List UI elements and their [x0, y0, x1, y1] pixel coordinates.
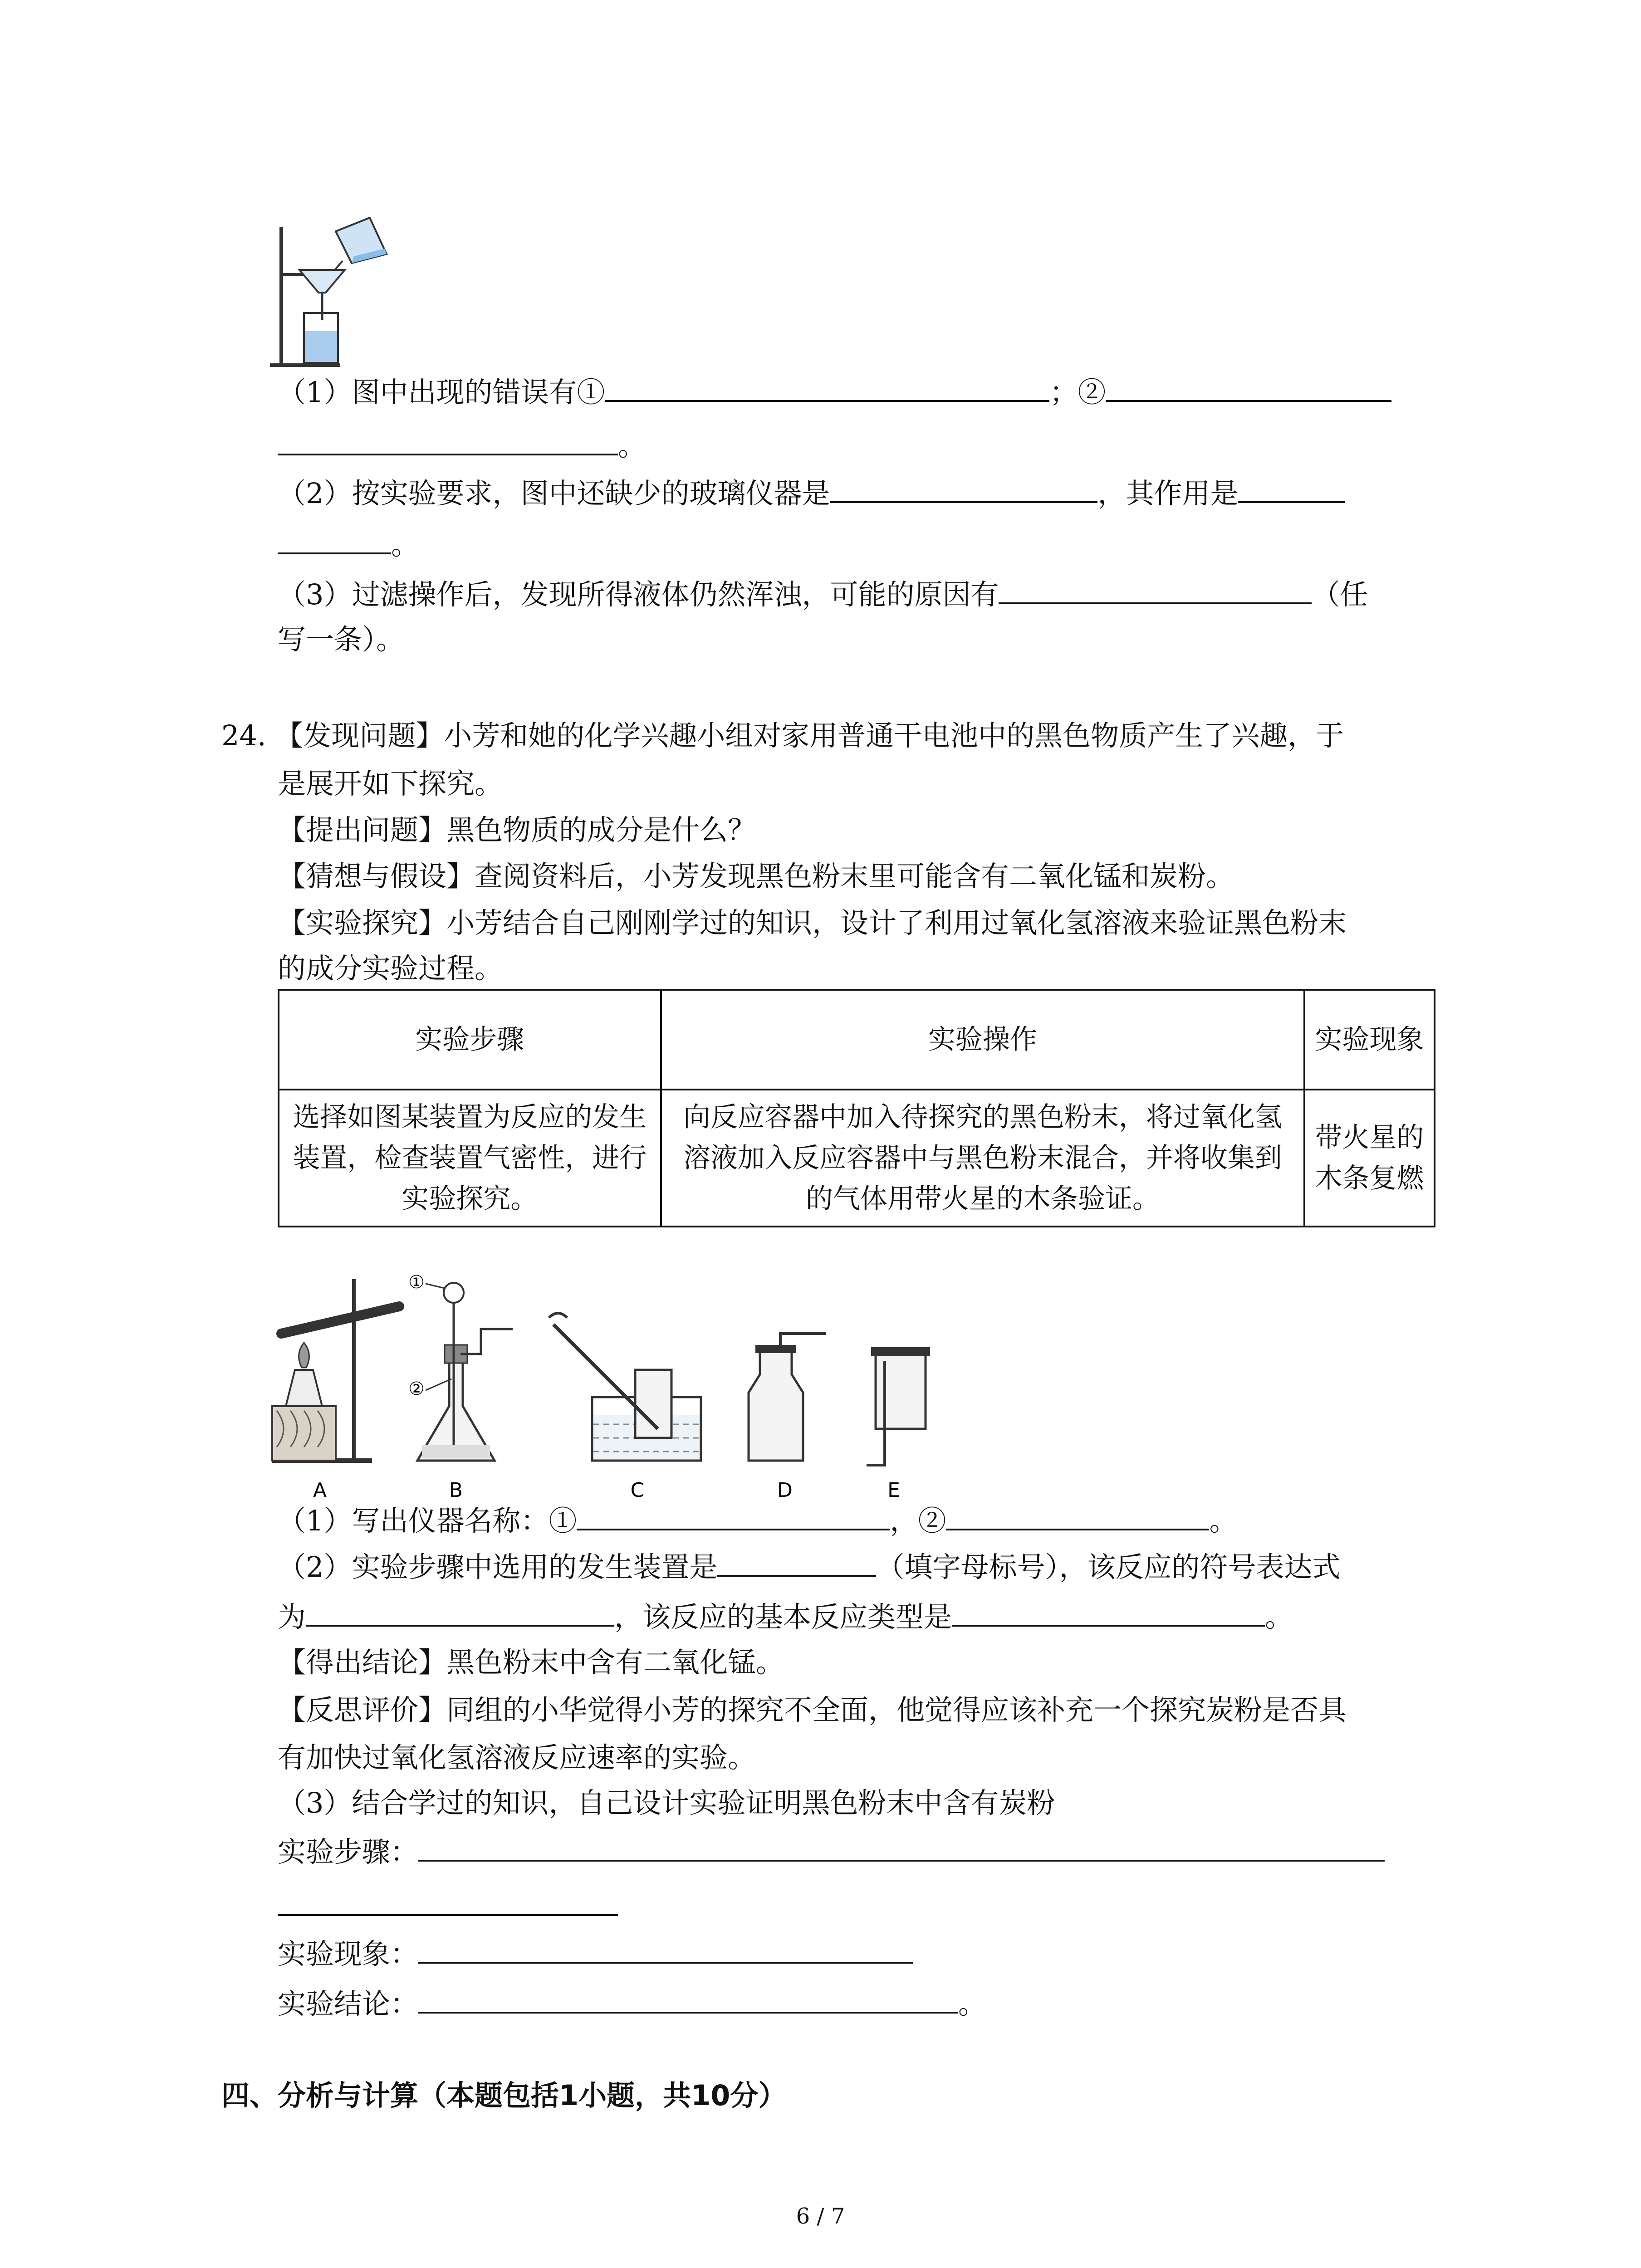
q24-1-blank-2[interactable]: [946, 1497, 1209, 1530]
q23-2-text: （2）按实验要求，图中还缺少的玻璃仪器是: [278, 477, 830, 510]
q23-1-end: 。: [618, 429, 647, 462]
q23-2-blank-2-continued[interactable]: [278, 521, 391, 554]
apparatus-label-c: C: [630, 1479, 645, 1502]
step-blank[interactable]: [418, 1828, 1385, 1862]
apparatus-label-d: D: [777, 1479, 793, 1502]
q24-1-end: 。: [1209, 1504, 1238, 1537]
q24-explore-line2: 的成分实验过程。: [278, 952, 503, 985]
q24-1-text: （1）写出仪器名称：①: [278, 1504, 577, 1537]
page-number: 6 / 7: [796, 2204, 845, 2229]
q23-3-tail: （任: [1312, 578, 1368, 611]
q23-3-blank[interactable]: [999, 571, 1312, 604]
q23-2-end: 。: [391, 528, 420, 561]
q24-3-text: （3）结合学过的知识，自己设计实验证明黑色粉末中含有炭粉: [278, 1786, 1055, 1819]
header-step: 实验步骤: [279, 990, 661, 1090]
apparatus-e: [867, 1347, 930, 1465]
q24-conclusion: 【得出结论】黑色粉末中含有二氧化锰。: [278, 1646, 784, 1679]
q24-intro-line2: 是展开如下探究。: [278, 767, 503, 800]
q23-1-blank-1[interactable]: [605, 368, 1049, 402]
q24-2-text: （2）实验步骤中选用的发生装置是: [278, 1550, 718, 1584]
q24-explore-line1: 【实验探究】小芳结合自己刚刚学过的知识，设计了利用过氧化氢溶液来验证黑色粉末: [278, 906, 1347, 939]
apparatus-label-b: B: [449, 1479, 463, 1502]
q23-2-mid: ，其作用是: [1097, 477, 1239, 510]
q23-2-blank-1[interactable]: [830, 469, 1097, 503]
q24-2-blank-1[interactable]: [717, 1543, 876, 1577]
apparatus-label-a: A: [313, 1479, 327, 1502]
apparatus-d: [749, 1334, 826, 1461]
filtration-figure: [268, 213, 404, 367]
q24-reflect-line1: 【反思评价】同组的小华觉得小芳的探究不全面，他觉得应该补充一个探究炭粉是否具: [278, 1693, 1347, 1726]
q24-reflect-line2: 有加快过氧化氢溶液反应速率的实验。: [278, 1741, 756, 1774]
conclusion-label: 实验结论：: [278, 1987, 419, 2020]
q24-2-blank-3[interactable]: [952, 1593, 1265, 1627]
q24-1-separator: ，②: [890, 1504, 946, 1537]
q24-2-end: 。: [1265, 1600, 1293, 1633]
phenomenon-blank[interactable]: [418, 1930, 913, 1964]
q24-2-mid: （填字母标号），该反应的符号表达式: [876, 1550, 1341, 1584]
experiment-table-header-row: [279, 990, 1435, 1090]
apparatus-a: [272, 1279, 399, 1461]
marker-2: ②: [408, 1378, 425, 1399]
q24-intro-line1: 24. 【发现问题】小芳和她的化学兴趣小组对家用普通干电池中的黑色物质产生了兴趣，于: [221, 719, 1344, 752]
q23-1-separator: ；②: [1049, 376, 1106, 409]
q23-1-blank-2-continued[interactable]: [278, 422, 618, 455]
q23-2-blank-2[interactable]: [1238, 469, 1345, 503]
q24-guess: 【猜想与假设】查阅资料后，小芳发现黑色粉末里可能含有二氧化锰和炭粉。: [278, 860, 1234, 893]
apparatus-b: [417, 1283, 513, 1461]
q24-2-blank-2[interactable]: [306, 1593, 614, 1627]
step-label: 实验步骤：: [278, 1835, 419, 1868]
cell-phenomenon: 带火星的木条复燃: [1304, 1090, 1435, 1227]
experiment-table-row: [279, 1090, 1435, 1227]
conclusion-blank[interactable]: [418, 1980, 958, 2014]
q24-1-blank-1[interactable]: [577, 1497, 890, 1530]
conclusion-end: 。: [958, 1987, 987, 2020]
header-phenomenon: 实验现象: [1304, 990, 1435, 1090]
q23-1-blank-2[interactable]: [1106, 368, 1391, 402]
apparatus-label-e: E: [887, 1479, 900, 1502]
apparatus-figure: [268, 1270, 971, 1506]
q23-3-text: （3）过滤操作后，发现所得液体仍然浑浊，可能的原因有: [278, 578, 999, 611]
experiment-table: [278, 989, 1435, 1227]
marker-1: ①: [408, 1272, 425, 1293]
step-blank-continued[interactable]: [278, 1882, 618, 1916]
cell-step: 选择如图某装置为反应的发生装置，检查装置气密性，进行实验探究。: [279, 1090, 661, 1227]
q24-2-line2-mid: ，该反应的基本反应类型是: [614, 1600, 952, 1633]
q24-ask: 【提出问题】黑色物质的成分是什么？: [278, 813, 756, 846]
phenomenon-label: 实验现象：: [278, 1937, 419, 1970]
cell-operation: 向反应容器中加入待探究的黑色粉末，将过氧化氢溶液加入反应容器中与黑色粉末混合，并将收集到的气体用带火星的木条验证。: [661, 1090, 1304, 1227]
section-4-heading: 四、分析与计算（本题包括1小题，共10分）: [221, 2079, 787, 2112]
q23-1-text: （1）图中出现的错误有①: [278, 376, 605, 409]
header-operation: 实验操作: [661, 990, 1304, 1090]
apparatus-c: [549, 1313, 701, 1461]
q24-2-line2-start: 为: [278, 1600, 306, 1633]
q23-3-line2: 写一条）。: [278, 623, 405, 656]
